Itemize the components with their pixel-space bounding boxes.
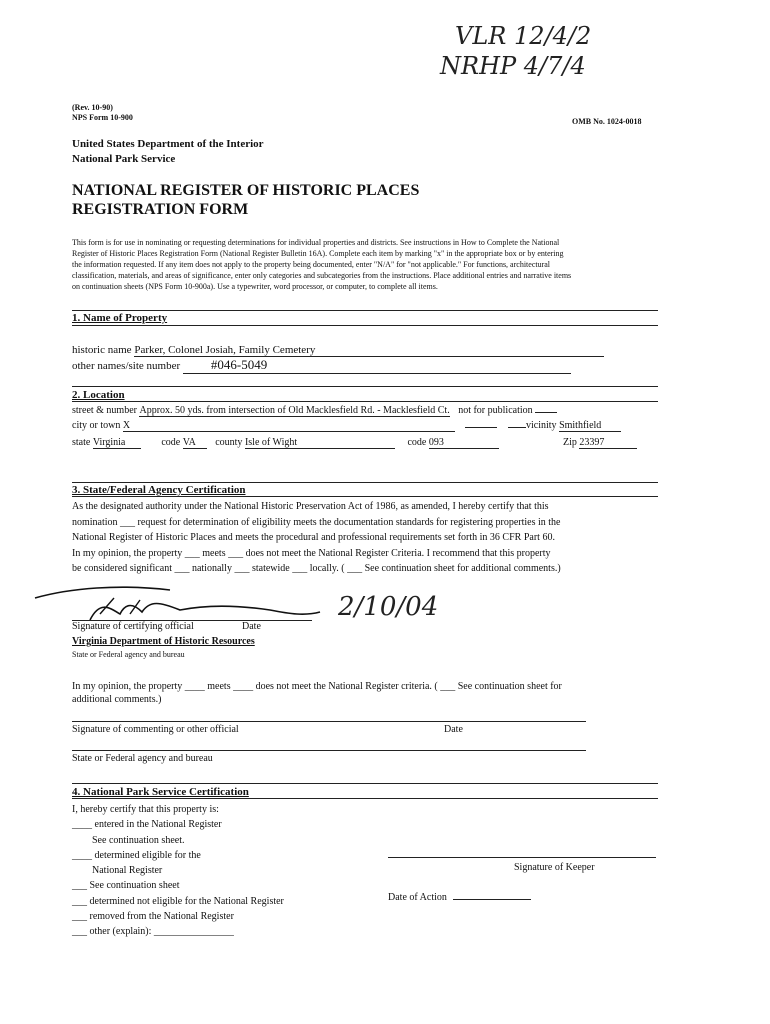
nps-intro: I, hereby certify that this property is: (72, 804, 219, 815)
agency-label: State or Federal agency and bureau (72, 650, 185, 659)
historic-name-field[interactable] (134, 344, 604, 357)
certification-line: National Register of Historic Places and meets the procedural and professional requirements set forth in 36 CFR Part 60. (72, 532, 555, 543)
handwritten-note-vlr: VLR 12/4/2 (455, 22, 592, 50)
city-extra-field[interactable] (508, 427, 526, 428)
section-rule (72, 783, 658, 784)
section3-title: 3. State/Federal Agency Certification (72, 484, 246, 496)
instruction-line: Register of Historic Places Registration Form (National Register Bulletin 16A). Complete each item by marking "x" in the appropriate box or by entering (72, 249, 564, 258)
section-rule (72, 482, 658, 483)
form-subtitle: REGISTRATION FORM (72, 201, 249, 218)
state-label: state (72, 437, 91, 448)
instruction-line: classification, materials, and areas of significance, enter only categories and subcategories from the instructions. Place additional entries and narrative items (72, 271, 572, 280)
nps-option[interactable]: ___ See continuation sheet (72, 880, 180, 892)
state-row (72, 437, 499, 449)
city-label: city or town (72, 420, 121, 431)
date-of-action-field[interactable] (453, 899, 531, 900)
instruction-line: on continuation sheets (NPS Form 10-900a). Use a typewriter, word processor, or computer, to complete all items. (72, 282, 438, 291)
zip-row (563, 437, 637, 449)
nps-option[interactable]: ___ determined not eligible for the National Register (72, 895, 284, 907)
vicinity-row (526, 420, 621, 432)
nps-option[interactable]: ____ determined eligible for the (72, 849, 201, 861)
historic-name-row (72, 344, 604, 357)
vicinity-label: vicinity (526, 420, 557, 431)
certification-line: As the designated authority under the National Historic Preservation Act of 1986, as amended, I hereby certify that this (72, 501, 549, 512)
zip-field[interactable] (579, 437, 637, 449)
opinion-text (72, 680, 562, 706)
certifying-signature-label: Signature of certifying official (72, 621, 194, 632)
opinion-line: In my opinion, the property ____ meets ____ does not meet the National Register criteria. ( ___ See continuation sheet for (72, 681, 562, 692)
county-value: Isle of Wight (244, 437, 298, 448)
not-for-publication-field[interactable] (535, 412, 557, 413)
county-code-value: 093 (428, 437, 444, 448)
city-extra-field[interactable] (465, 427, 497, 428)
state-field[interactable] (93, 437, 141, 449)
county-field[interactable] (245, 437, 395, 449)
street-value: Approx. 50 yds. from intersection of Old Macklesfield Rd. - Macklesfield Ct. (139, 405, 450, 416)
instruction-line: the information requested. If any item does not apply to the property being documented, enter "N/A" for "not applicable." For functions, architectural (72, 260, 551, 269)
certification-line: In my opinion, the property ___ meets ___ does not meet the National Register Criteria. I recommend that this property (72, 547, 551, 559)
keeper-signature-line (388, 857, 656, 858)
comment-signature-line (72, 721, 586, 722)
nps-certification-list (72, 802, 284, 940)
section-rule (72, 386, 658, 387)
state-code-field[interactable] (183, 437, 207, 449)
section4-title: 4. National Park Service Certification (72, 786, 249, 798)
other-names-row (72, 357, 571, 374)
city-field[interactable] (123, 420, 455, 432)
agency-name: Virginia Department of Historic Resources (72, 636, 255, 647)
other-names-field[interactable] (183, 357, 571, 374)
state-code-value: VA (182, 437, 196, 448)
county-code-field[interactable] (429, 437, 499, 449)
date-of-action-label: Date of Action (388, 892, 447, 903)
section2-title: 2. Location (72, 389, 125, 401)
handwritten-note-nrhp: NRHP 4/7/4 (440, 52, 586, 80)
street-label: street & number (72, 405, 137, 416)
zip-label: Zip (563, 437, 577, 448)
section-rule (72, 798, 658, 799)
certification-line: nomination ___ request for determination of eligibility meets the documentation standards for registering properties in the (72, 516, 561, 528)
section-rule (72, 496, 658, 497)
county-code-label: code (407, 437, 427, 448)
opinion-line: additional comments.) (72, 694, 162, 705)
zip-value: 23397 (579, 437, 605, 448)
nps-option[interactable]: ____ entered in the National Register (72, 819, 222, 831)
state-value: Virginia (92, 437, 126, 448)
certification-line: be considered significant ___ nationally ___ statewide ___ locally. ( ___ See continuation sheet for additional comments.) (72, 563, 561, 574)
historic-name-value: Parker, Colonel Josiah, Family Cemetery (134, 344, 316, 356)
department-name: United States Department of the Interior (72, 138, 264, 150)
certifying-date-label: Date (242, 621, 261, 632)
omb-number: OMB No. 1024-0018 (572, 117, 642, 126)
section-rule (72, 325, 658, 326)
nps-option[interactable]: See continuation sheet. (72, 834, 185, 846)
form-title: NATIONAL REGISTER OF HISTORIC PLACES (72, 182, 420, 199)
section1-title: 1. Name of Property (72, 312, 168, 324)
street-row (72, 405, 557, 417)
signature-date-handwritten: 2/10/04 (338, 592, 439, 622)
comment-signature-label: Signature of commenting or other official (72, 724, 239, 735)
service-name: National Park Service (72, 153, 176, 165)
form-number: NPS Form 10-900 (72, 113, 133, 122)
nps-option[interactable]: ___ other (explain): ________________ (72, 926, 234, 938)
county-label: county (215, 437, 243, 448)
state-code-label: code (161, 437, 181, 448)
instructions (72, 237, 662, 292)
vicinity-value: Smithfield (559, 420, 602, 431)
other-names-label: other names/site number (72, 360, 181, 372)
section-rule (72, 310, 658, 311)
date-of-action-row (388, 892, 531, 903)
keeper-signature-label: Signature of Keeper (514, 862, 595, 873)
certification-text (72, 499, 561, 577)
city-value: X (122, 420, 131, 431)
section-rule (72, 401, 658, 402)
comment-agency-line (72, 750, 586, 751)
historic-name-label: historic name (72, 344, 132, 356)
vicinity-field[interactable] (559, 420, 621, 432)
other-names-value: #046-5049 (210, 357, 268, 372)
comment-agency-label: State or Federal agency and bureau (72, 753, 213, 764)
nps-option[interactable]: ___ removed from the National Register (72, 911, 234, 923)
nps-option: National Register (72, 865, 163, 877)
comment-date-label: Date (444, 724, 463, 735)
city-row (72, 420, 526, 432)
instruction-line: This form is for use in nominating or requesting determinations for individual properties and districts. See instructions in How to Complete the National (72, 238, 560, 247)
rev-label: (Rev. 10-90) (72, 103, 113, 112)
not-for-publication-label: not for publication (458, 405, 533, 416)
street-field[interactable] (139, 405, 449, 417)
